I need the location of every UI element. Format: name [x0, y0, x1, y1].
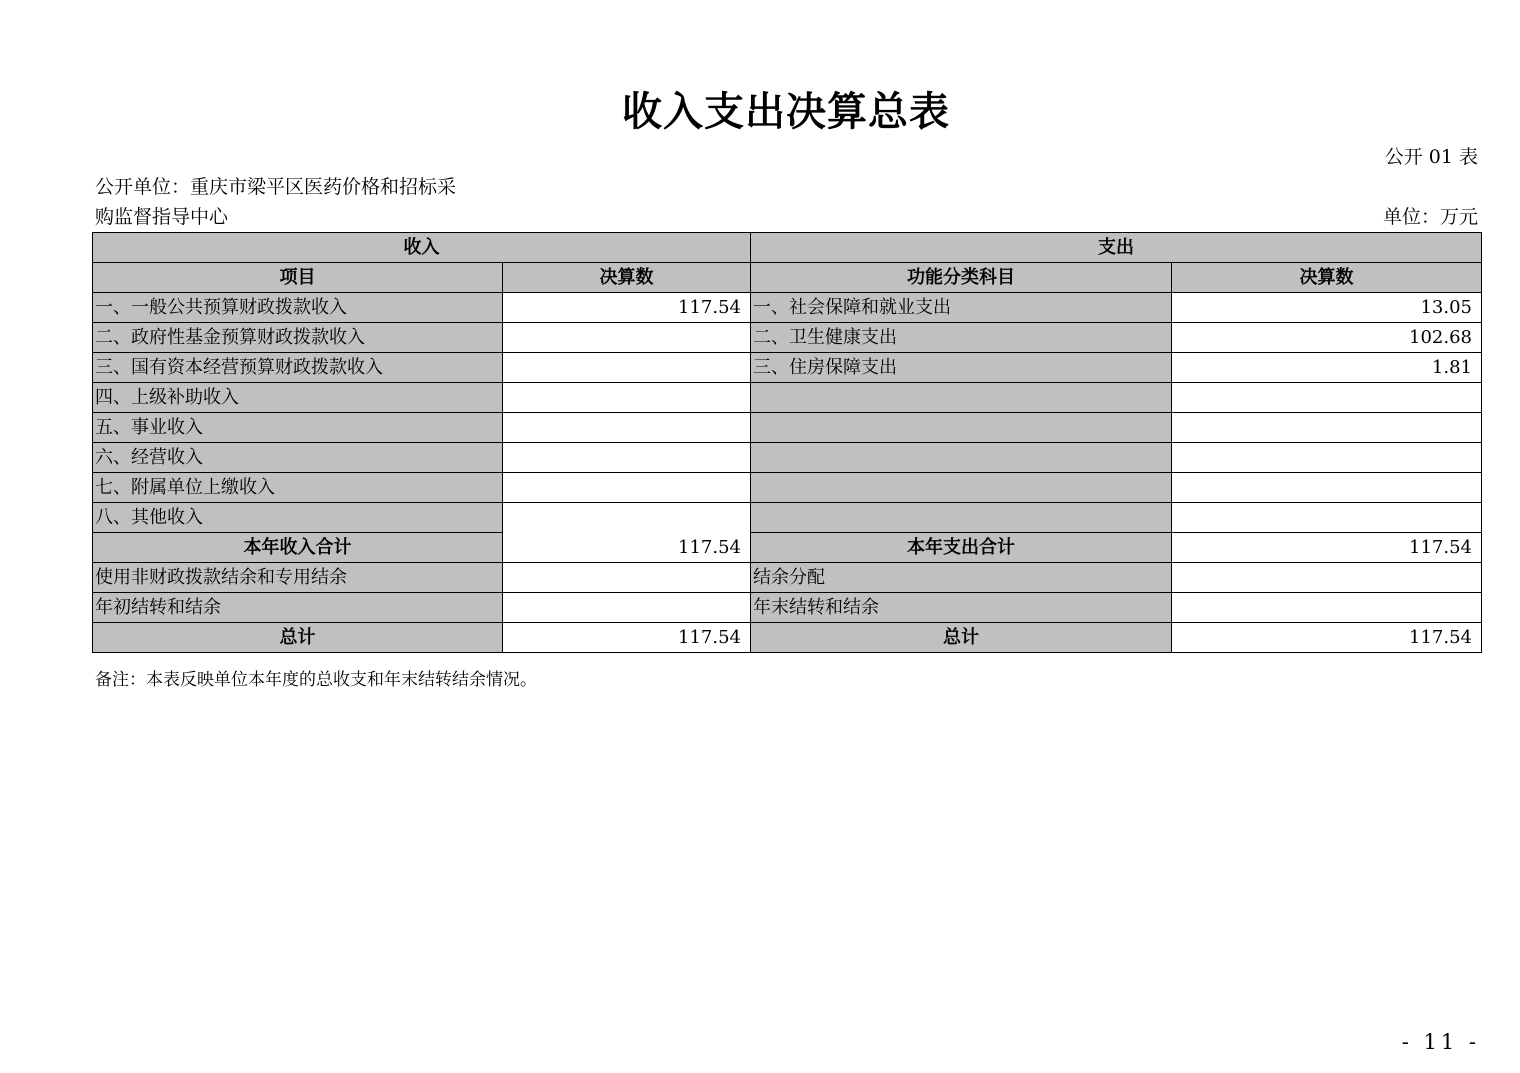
income-total-label: 本年收入合计: [93, 533, 503, 563]
expense-amount: [1172, 563, 1482, 593]
subtotal-row: [93, 533, 1482, 563]
reporting-unit-line2: 购监督指导中心: [95, 206, 229, 228]
expense-amount: 13.05: [1172, 293, 1482, 323]
income-amount: [503, 353, 751, 383]
col-header-amount: 决算数: [503, 263, 751, 293]
expense-item: 年末结转和结余: [751, 593, 1172, 623]
income-amount: [503, 383, 751, 413]
expense-amount: [1172, 503, 1482, 533]
income-item: 六、经营收入: [93, 443, 503, 473]
income-amount: [503, 323, 751, 353]
expense-item: 三、住房保障支出: [751, 353, 1172, 383]
income-item: 四、上级补助收入: [93, 383, 503, 413]
expense-item: [751, 383, 1172, 413]
table-row: [93, 413, 1482, 443]
expense-total-amount: 117.54: [1172, 533, 1482, 563]
expense-item: [751, 503, 1172, 533]
table-row: [93, 593, 1482, 623]
expense-item: [751, 443, 1172, 473]
expense-amount: 102.68: [1172, 323, 1482, 353]
table-row: [93, 473, 1482, 503]
income-item: 八、其他收入: [93, 503, 503, 533]
table-row: [93, 293, 1482, 323]
income-amount: [503, 563, 751, 593]
col-header-func: 功能分类科目: [751, 263, 1172, 293]
income-section-header: 收入: [93, 233, 751, 263]
income-grand-total-amount: 117.54: [503, 623, 751, 653]
col-header-item: 项目: [93, 263, 503, 293]
table-row: [93, 563, 1482, 593]
table-row: [93, 503, 1482, 533]
income-amount: [503, 413, 751, 443]
grand-total-row: [93, 623, 1482, 653]
income-item: 年初结转和结余: [93, 593, 503, 623]
income-amount: [503, 473, 751, 503]
expense-item: [751, 413, 1172, 443]
income-grand-total-label: 总计: [93, 623, 503, 653]
expense-grand-total-label: 总计: [751, 623, 1172, 653]
income-item: 七、附属单位上缴收入: [93, 473, 503, 503]
page-number: - 11 -: [1401, 1030, 1480, 1054]
income-amount: 117.54: [503, 293, 751, 323]
expense-item: 一、社会保障和就业支出: [751, 293, 1172, 323]
expense-grand-total-amount: 117.54: [1172, 623, 1482, 653]
income-expense-table: [92, 232, 1482, 653]
col-header-amount2: 决算数: [1172, 263, 1482, 293]
table-row: [93, 353, 1482, 383]
expense-item: [751, 473, 1172, 503]
column-header-row: [93, 263, 1482, 293]
section-header-row: [93, 233, 1482, 263]
expense-amount: [1172, 383, 1482, 413]
expense-amount: [1172, 413, 1482, 443]
income-item: 三、国有资本经营预算财政拨款收入: [93, 353, 503, 383]
income-total-amount: 117.54: [503, 503, 751, 563]
table-row: [93, 443, 1482, 473]
expense-amount: [1172, 593, 1482, 623]
expense-amount: [1172, 443, 1482, 473]
income-item: 使用非财政拨款结余和专用结余: [93, 563, 503, 593]
expense-item: 二、卫生健康支出: [751, 323, 1172, 353]
expense-section-header: 支出: [751, 233, 1482, 263]
expense-total-label: 本年支出合计: [751, 533, 1172, 563]
income-amount: [503, 593, 751, 623]
form-number: 公开 01 表: [1384, 146, 1478, 168]
reporting-unit-line1: 公开单位：重庆市梁平区医药价格和招标采: [95, 176, 457, 198]
income-item: 一、一般公共预算财政拨款收入: [93, 293, 503, 323]
income-amount: [503, 443, 751, 473]
table-row: [93, 383, 1482, 413]
income-item: 二、政府性基金预算财政拨款收入: [93, 323, 503, 353]
income-item: 五、事业收入: [93, 413, 503, 443]
expense-item: 结余分配: [751, 563, 1172, 593]
expense-amount: [1172, 473, 1482, 503]
page-title: 收入支出决算总表: [622, 88, 950, 135]
table-note: 备注：本表反映单位本年度的总收支和年末结转结余情况。: [95, 670, 537, 690]
currency-unit: 单位：万元: [1382, 206, 1478, 228]
table-row: [93, 323, 1482, 353]
expense-amount: 1.81: [1172, 353, 1482, 383]
